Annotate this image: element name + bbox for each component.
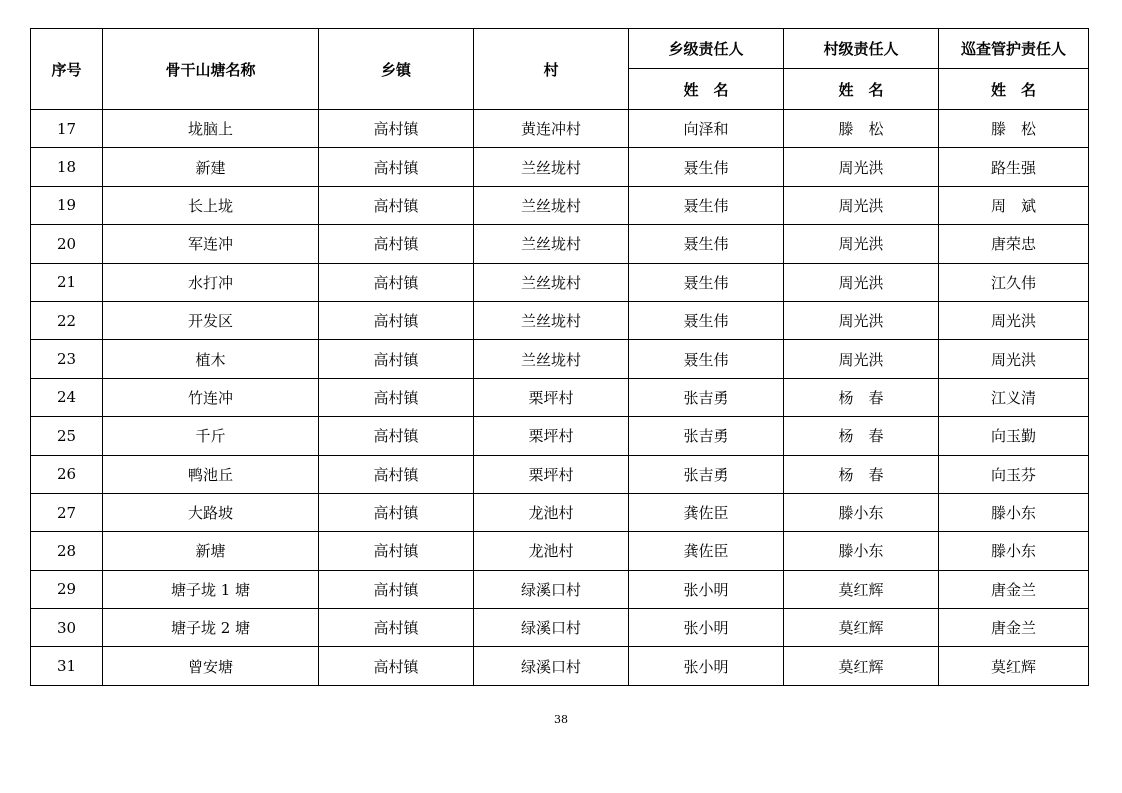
cell-pond-name: 新塘	[103, 532, 319, 570]
cell-township: 高村镇	[319, 186, 474, 224]
cell-township: 高村镇	[319, 301, 474, 339]
header-seq: 序号	[31, 29, 103, 110]
header-village-leader-name: 姓 名	[784, 69, 939, 110]
cell-village: 栗坪村	[474, 417, 629, 455]
table-row	[31, 225, 1089, 263]
cell-town-leader: 张小明	[629, 609, 784, 647]
cell-village-leader: 周光洪	[784, 186, 939, 224]
table-row	[31, 301, 1089, 339]
cell-pond-name: 开发区	[103, 301, 319, 339]
cell-village-leader: 杨 春	[784, 417, 939, 455]
cell-pond-name: 新建	[103, 148, 319, 186]
cell-village-leader: 周光洪	[784, 301, 939, 339]
table-body	[31, 110, 1089, 686]
cell-town-leader: 聂生伟	[629, 263, 784, 301]
cell-village: 兰丝垅村	[474, 148, 629, 186]
table-row	[31, 570, 1089, 608]
header-village: 村	[474, 29, 629, 110]
cell-patrol-leader: 周 斌	[939, 186, 1089, 224]
cell-town-leader: 聂生伟	[629, 340, 784, 378]
cell-seq: 21	[31, 263, 103, 301]
cell-village-leader: 莫红辉	[784, 609, 939, 647]
cell-town-leader: 聂生伟	[629, 225, 784, 263]
cell-town-leader: 聂生伟	[629, 301, 784, 339]
table-row	[31, 263, 1089, 301]
cell-patrol-leader: 滕小东	[939, 532, 1089, 570]
header-pond-name: 骨干山塘名称	[103, 29, 319, 110]
cell-village-leader: 杨 春	[784, 455, 939, 493]
cell-town-leader: 向泽和	[629, 110, 784, 148]
cell-village: 兰丝垅村	[474, 186, 629, 224]
cell-pond-name: 鸭池丘	[103, 455, 319, 493]
cell-village-leader: 滕 松	[784, 110, 939, 148]
cell-village: 龙池村	[474, 493, 629, 531]
table-row	[31, 647, 1089, 685]
cell-village: 绿溪口村	[474, 647, 629, 685]
cell-pond-name: 塘子垅 1 塘	[103, 570, 319, 608]
cell-village-leader: 杨 春	[784, 378, 939, 416]
header-town-leader-name: 姓 名	[629, 69, 784, 110]
cell-township: 高村镇	[319, 378, 474, 416]
cell-town-leader: 张小明	[629, 647, 784, 685]
cell-township: 高村镇	[319, 570, 474, 608]
cell-village-leader: 周光洪	[784, 148, 939, 186]
cell-township: 高村镇	[319, 647, 474, 685]
cell-village: 兰丝垅村	[474, 301, 629, 339]
cell-pond-name: 千斤	[103, 417, 319, 455]
cell-village: 龙池村	[474, 532, 629, 570]
header-patrol-leader-name: 姓 名	[939, 69, 1089, 110]
cell-seq: 20	[31, 225, 103, 263]
table-row	[31, 609, 1089, 647]
cell-patrol-leader: 周光洪	[939, 340, 1089, 378]
cell-patrol-leader: 周光洪	[939, 301, 1089, 339]
cell-patrol-leader: 向玉勤	[939, 417, 1089, 455]
cell-seq: 28	[31, 532, 103, 570]
cell-pond-name: 曾安塘	[103, 647, 319, 685]
cell-pond-name: 水打冲	[103, 263, 319, 301]
cell-patrol-leader: 唐金兰	[939, 570, 1089, 608]
cell-township: 高村镇	[319, 110, 474, 148]
cell-township: 高村镇	[319, 455, 474, 493]
cell-village: 兰丝垅村	[474, 225, 629, 263]
cell-pond-name: 长上垅	[103, 186, 319, 224]
cell-township: 高村镇	[319, 609, 474, 647]
cell-patrol-leader: 莫红辉	[939, 647, 1089, 685]
cell-pond-name: 大路坡	[103, 493, 319, 531]
cell-village-leader: 周光洪	[784, 225, 939, 263]
cell-village-leader: 周光洪	[784, 340, 939, 378]
table-row	[31, 455, 1089, 493]
cell-seq: 30	[31, 609, 103, 647]
cell-patrol-leader: 路生强	[939, 148, 1089, 186]
cell-patrol-leader: 江义清	[939, 378, 1089, 416]
cell-patrol-leader: 唐荣忠	[939, 225, 1089, 263]
cell-township: 高村镇	[319, 340, 474, 378]
cell-town-leader: 龚佐臣	[629, 532, 784, 570]
cell-patrol-leader: 向玉芬	[939, 455, 1089, 493]
header-township: 乡镇	[319, 29, 474, 110]
cell-pond-name: 军连冲	[103, 225, 319, 263]
cell-pond-name: 植木	[103, 340, 319, 378]
cell-patrol-leader: 滕小东	[939, 493, 1089, 531]
cell-seq: 23	[31, 340, 103, 378]
cell-village-leader: 滕小东	[784, 493, 939, 531]
cell-pond-name: 塘子垅 2 塘	[103, 609, 319, 647]
table-row	[31, 493, 1089, 531]
cell-village: 兰丝垅村	[474, 340, 629, 378]
table-row	[31, 148, 1089, 186]
cell-seq: 18	[31, 148, 103, 186]
cell-patrol-leader: 江久伟	[939, 263, 1089, 301]
cell-township: 高村镇	[319, 532, 474, 570]
cell-seq: 27	[31, 493, 103, 531]
cell-township: 高村镇	[319, 225, 474, 263]
cell-township: 高村镇	[319, 263, 474, 301]
cell-village-leader: 莫红辉	[784, 647, 939, 685]
cell-village-leader: 滕小东	[784, 532, 939, 570]
cell-seq: 26	[31, 455, 103, 493]
cell-patrol-leader: 滕 松	[939, 110, 1089, 148]
table-row	[31, 340, 1089, 378]
cell-town-leader: 张小明	[629, 570, 784, 608]
header-patrol-leader: 巡查管护责任人	[939, 29, 1089, 69]
page-number: 38	[554, 713, 568, 726]
header-village-leader: 村级责任人	[784, 29, 939, 69]
table-row	[31, 532, 1089, 570]
cell-seq: 19	[31, 186, 103, 224]
cell-seq: 29	[31, 570, 103, 608]
cell-seq: 22	[31, 301, 103, 339]
cell-seq: 25	[31, 417, 103, 455]
cell-town-leader: 龚佐臣	[629, 493, 784, 531]
cell-patrol-leader: 唐金兰	[939, 609, 1089, 647]
cell-town-leader: 张吉勇	[629, 378, 784, 416]
cell-village: 栗坪村	[474, 378, 629, 416]
table-row	[31, 417, 1089, 455]
cell-township: 高村镇	[319, 493, 474, 531]
cell-village: 绿溪口村	[474, 609, 629, 647]
header-town-leader: 乡级责任人	[629, 29, 784, 69]
cell-township: 高村镇	[319, 417, 474, 455]
cell-village-leader: 莫红辉	[784, 570, 939, 608]
cell-village-leader: 周光洪	[784, 263, 939, 301]
table-row	[31, 110, 1089, 148]
cell-village: 黄连冲村	[474, 110, 629, 148]
cell-town-leader: 聂生伟	[629, 186, 784, 224]
cell-village: 栗坪村	[474, 455, 629, 493]
cell-pond-name: 竹连冲	[103, 378, 319, 416]
cell-seq: 24	[31, 378, 103, 416]
table-row	[31, 378, 1089, 416]
cell-pond-name: 垅脑上	[103, 110, 319, 148]
pond-responsibility-table	[30, 28, 1089, 686]
cell-town-leader: 张吉勇	[629, 455, 784, 493]
cell-township: 高村镇	[319, 148, 474, 186]
cell-village: 兰丝垅村	[474, 263, 629, 301]
cell-town-leader: 聂生伟	[629, 148, 784, 186]
cell-seq: 17	[31, 110, 103, 148]
cell-village: 绿溪口村	[474, 570, 629, 608]
cell-town-leader: 张吉勇	[629, 417, 784, 455]
cell-seq: 31	[31, 647, 103, 685]
table-row	[31, 186, 1089, 224]
